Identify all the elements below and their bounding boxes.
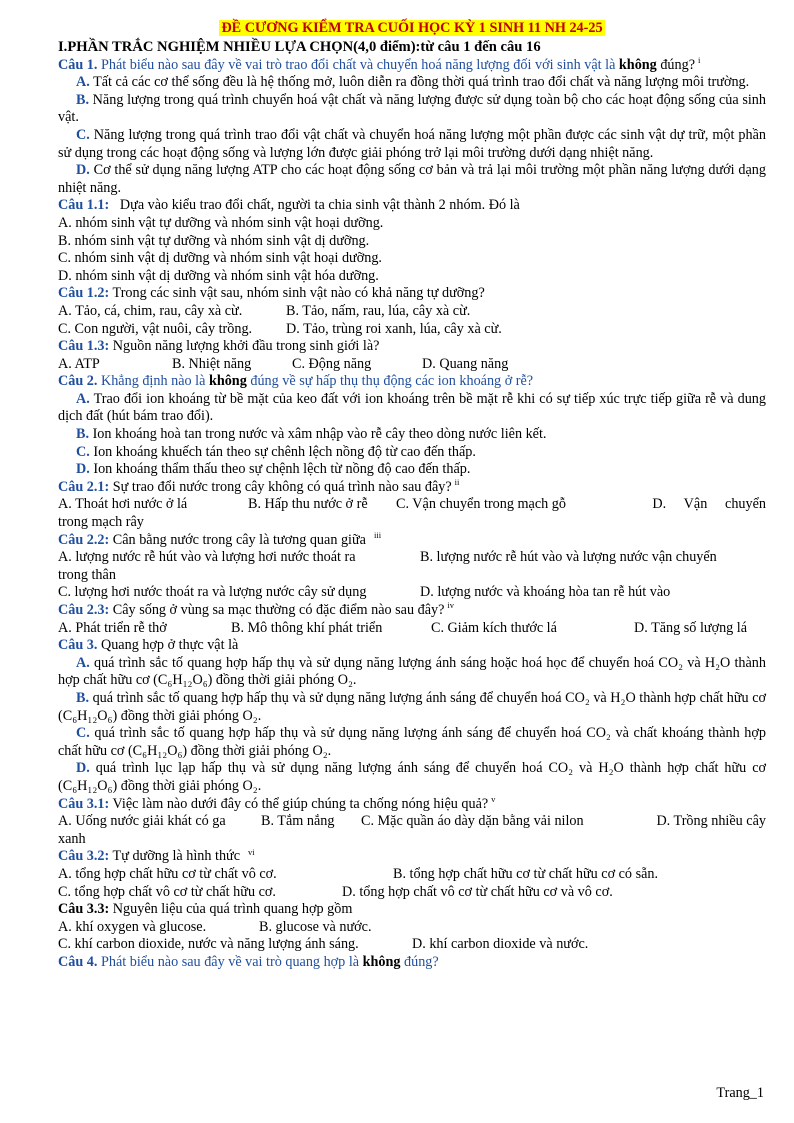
answer-option-b — [58, 690, 766, 725]
answer-option-c: C. Động năng — [292, 355, 372, 372]
option-text: quá trình sắc tố quang hợp hấp thụ và sử dụng năng lượng ánh sáng để chuyển hoá CO₂ và chất khoáng thành hợp chất hữu cơ (C₆H₁₂O₆) đồng thời giải phóng O₂. — [58, 725, 766, 759]
option-label: C. — [76, 725, 90, 742]
answer-option-a — [58, 391, 766, 426]
option-text: Năng lượng trong quá trình trao đổi vật chất và chuyển hoá năng lượng một phần được các sinh vật dự trữ, một phần sử dụng trong các hoạt động sống và lượng lớn được giải phóng trở lại môi trường dưới dạng nhiệt năng. — [58, 126, 766, 161]
option-text: Ion khoáng hoà tan trong nước và xâm nhập vào rễ cây theo dòng nước liên kết. — [89, 426, 547, 443]
option-label: D. — [76, 760, 90, 777]
footnote-marker: v — [491, 793, 496, 804]
question-label: Câu 2.1: — [58, 478, 110, 495]
question-1-2 — [58, 285, 766, 303]
question-1-3 — [58, 338, 766, 356]
option-label: A. — [76, 654, 90, 671]
question-text: Nguyên liệu của quá trình quang hợp gồm — [109, 901, 353, 918]
answer-row — [58, 496, 766, 514]
question-text: Việc làm nào dưới đây có thể giúp chúng ta chống nóng hiệu quả? — [109, 795, 489, 812]
answer-option-c: C. Mặc quần áo dày dặn bằng vải nilon — [361, 813, 584, 830]
question-label: Câu 3. — [58, 637, 98, 654]
page-number: Trang_1 — [716, 1085, 764, 1101]
question-label: Câu 1.2: — [58, 285, 110, 302]
question-label: Câu 1.1: — [58, 197, 110, 214]
answer-option-d: D. Tảo, trùng roi xanh, lúa, cây xà cừ. — [286, 320, 502, 337]
answer-option-b: B. Nhiệt năng — [172, 355, 252, 372]
answer-option-c — [58, 127, 766, 162]
answer-option-d: D. nhóm sinh vật dị dưỡng và nhóm sinh vật hóa dưỡng. — [58, 267, 379, 284]
answer-option-d: D. Vận chuyển — [652, 496, 766, 513]
option-label: A. — [76, 390, 90, 407]
answer-row — [58, 549, 766, 567]
option-text: quá trình sắc tố quang hợp hấp thụ và sử dụng năng lượng ánh sáng hoặc hoá học để chuyển hoá CO₂ và H₂O thành hợp chất hữu cơ (C₆H₁₂O₆) đồng thời giải phóng O₂. — [58, 654, 766, 689]
answer-option-b: B. nhóm sinh vật tự dưỡng và nhóm sinh vật dị dưỡng. — [58, 232, 370, 249]
option-label: B. — [76, 426, 90, 443]
question-emphasis: không — [208, 373, 247, 390]
question-label: Câu 3.1: — [58, 795, 110, 812]
option-label: D. — [76, 162, 90, 179]
answer-option-a: A. Uống nước giải khát có ga — [58, 813, 226, 830]
answer-option-c: C. lượng hơi nước thoát ra và lượng nước cây sử dụng — [58, 584, 367, 601]
option-label: B. — [76, 91, 90, 108]
question-2-3 — [58, 602, 766, 620]
option-label: D. — [76, 461, 90, 478]
question-label: Câu 3.2: — [58, 848, 110, 865]
answer-option-d: D. lượng nước và khoáng hòa tan rễ hút vào — [420, 584, 671, 601]
question-2 — [58, 373, 766, 391]
answer-option-c — [58, 725, 766, 760]
title-block — [58, 20, 766, 39]
answer-option-d-continued: trong mạch rây — [58, 514, 144, 531]
question-text-end: đúng về sự hấp thụ thụ động các ion khoáng ở rễ? — [246, 373, 534, 390]
answer-option-d: D. tổng hợp chất vô cơ từ chất hữu cơ và vô cơ. — [342, 883, 613, 900]
option-label: C. — [76, 443, 90, 460]
footnote-marker: ii — [454, 477, 460, 488]
option-text: Cơ thể sử dụng năng lượng ATP cho các hoạt động sống cơ bản và trả lại môi trường một phần năng lượng dưới dạng nhiệt năng. — [58, 162, 766, 196]
question-3-1 — [58, 793, 766, 814]
answer-row — [58, 884, 766, 902]
question-3 — [58, 637, 766, 655]
answer-row — [58, 813, 766, 831]
answer-row — [58, 356, 766, 374]
answer-option-d-continued: xanh — [58, 830, 86, 847]
answer-option-a: A. ATP — [58, 355, 100, 372]
answer-option-a: A. lượng nước rễ hút vào và lượng hơi nước thoát ra — [58, 549, 356, 566]
answer-option-a — [58, 655, 766, 690]
question-text: Tự dưỡng là hình thức — [109, 848, 241, 865]
option-text: Ion khoáng khuếch tán theo sự chênh lệch nồng độ từ cao đến thấp. — [89, 443, 476, 460]
answer-option-c: C. nhóm sinh vật dị dưỡng và nhóm sinh vật hoại dưỡng. — [58, 250, 382, 267]
answer-option-a: A. Phát triển rễ thở — [58, 619, 167, 636]
answer-row — [58, 919, 766, 937]
question-text: Phát biểu nào sau đây về vai trò quang hợp là — [97, 953, 363, 970]
answer-row — [58, 584, 766, 602]
question-text: Quang hợp ở thực vật là — [97, 637, 239, 654]
document-content — [58, 20, 766, 971]
question-label: Câu 3.3: — [58, 901, 110, 918]
option-text: Ion khoáng thẩm thấu theo sự chệnh lệch từ nồng độ cao đến thấp. — [89, 461, 471, 478]
answer-row — [58, 620, 766, 638]
option-text: Tất cả các cơ thể sống đều là hệ thống mở, luôn diễn ra đồng thời quá trình trao đổi chất và năng lượng môi trường. — [89, 74, 750, 91]
answer-option-b: B. Tắm nắng — [261, 813, 335, 830]
answer-option-c: C. tổng hợp chất vô cơ từ chất hữu cơ. — [58, 883, 276, 900]
answer-option-c: C. Con người, vật nuôi, cây trồng. — [58, 320, 253, 337]
option-label: B. — [76, 689, 90, 706]
option-text: quá trình sắc tố quang hợp hấp thụ và sử dụng năng lượng ánh sáng để chuyển hoá CO₂ và H₂O thành hợp chất hữu cơ (C₆H₁₂O₆) đồng thời giải phóng O₂. — [58, 689, 766, 724]
answer-option-b: B. glucose và nước. — [259, 918, 372, 935]
footnote-marker: iii — [373, 529, 382, 540]
answer-option-b: B. lượng nước rễ hút vào và lượng nước vận chuyển — [420, 549, 717, 566]
option-text: quá trình lục lạp hấp thụ và sử dụng năng lượng ánh sáng để chuyển hoá CO₂ và H₂O thành hợp chất hữu cơ (C₆H₁₂O₆) đồng thời giải phóng O₂. — [58, 760, 766, 794]
question-label: Câu 2.3: — [58, 602, 110, 618]
answer-row — [58, 936, 766, 954]
answer-option-d — [58, 162, 766, 197]
question-text: Cây sống ở vùng sa mạc thường có đặc điểm nào sau đây? — [109, 602, 445, 618]
answer-option-d: D. Quang năng — [422, 355, 509, 372]
answer-option-d: D. Tăng số lượng lá — [634, 619, 748, 636]
answer-row — [58, 303, 766, 321]
answer-option-a — [58, 74, 766, 92]
answer-option-a: A. Tảo, cá, chim, rau, cây xà cừ. — [58, 302, 243, 319]
question-text: Khẳng định nào là — [97, 373, 209, 390]
footnote-marker: i — [698, 54, 701, 65]
question-label: Câu 1.3: — [58, 338, 110, 355]
question-emphasis: không — [362, 953, 401, 970]
question-label: Câu 2.2: — [58, 531, 110, 548]
question-text: Phát biểu nào sau đây về vai trò trao đổi chất và chuyển hoá năng lượng đối với sinh vật là — [97, 56, 619, 73]
question-text: Dựa vào kiểu trao đổi chất, người ta chia sinh vật thành 2 nhóm. Đó là — [109, 197, 520, 214]
question-3-3 — [58, 901, 766, 919]
question-4 — [58, 954, 766, 972]
answer-row — [58, 866, 766, 884]
option-label: A. — [76, 74, 90, 91]
answer-option-b: B. Mô thông khí phát triển — [231, 619, 383, 636]
answer-option-c: C. Giảm kích thước lá — [431, 619, 557, 636]
option-text: Trao đổi ion khoáng từ bề mặt của keo đất với ion khoáng trên bề mặt rễ khi có sự tiếp xúc trực tiếp giữa rễ và dung dịch đất (hút bám trao đổi). — [58, 390, 766, 425]
answer-option-d — [58, 760, 766, 795]
question-emphasis: không — [618, 56, 657, 73]
answer-option-c: C. Vận chuyển trong mạch gỗ — [396, 496, 566, 513]
answer-row — [58, 321, 766, 339]
answer-option-b — [58, 426, 766, 444]
answer-option-c — [58, 444, 766, 462]
question-2-1 — [58, 479, 766, 497]
question-text: Nguồn năng lượng khởi đầu trong sinh giới là? — [109, 338, 380, 355]
answer-option-c: C. khí carbon dioxide, nước và năng lượng ánh sáng. — [58, 936, 359, 953]
option-text: Năng lượng trong quá trình chuyển hoá vật chất và năng lượng được sử dụng toàn bộ cho các hoạt động sống của sinh vật. — [58, 91, 766, 126]
question-label: Câu 2. — [58, 373, 98, 390]
answer-option-b — [58, 92, 766, 127]
answer-option-b: B. tổng hợp chất hữu cơ từ chất hữu cơ có sẵn. — [393, 865, 659, 882]
question-text-end: đúng? — [656, 56, 696, 73]
answer-option-a: A. tổng hợp chất hữu cơ từ chất vô cơ. — [58, 865, 277, 882]
question-text-end: đúng? — [400, 953, 439, 970]
option-label: C. — [76, 126, 90, 143]
document-title: ĐỀ CƯƠNG KIỂM TRA CUỐI HỌC KỲ 1 SINH 11 NH 24-25 — [221, 20, 603, 36]
answer-option-d: D. Trồng nhiều cây — [656, 813, 766, 830]
footnote-marker: vi — [248, 846, 255, 857]
footnote-marker: iv — [447, 600, 455, 611]
answer-option-b: B. Tảo, nấm, rau, lúa, cây xà cừ. — [286, 302, 471, 319]
section-heading: I.PHẦN TRẮC NGHIỆM NHIỀU LỰA CHỌN(4,0 điểm):từ câu 1 đến câu 16 — [58, 39, 541, 55]
answer-option-d: D. khí carbon dioxide và nước. — [412, 936, 589, 953]
question-1 — [58, 54, 766, 75]
answer-option-b-continued: trong thân — [58, 566, 116, 583]
question-text: Sự trao đổi nước trong cây không có quá trình nào sau đây? — [109, 478, 452, 495]
question-1-1 — [58, 197, 766, 215]
question-label: Câu 4. — [58, 953, 98, 970]
question-3-2 — [58, 848, 766, 866]
question-label: Câu 1. — [58, 56, 98, 73]
question-text: Trong các sinh vật sau, nhóm sinh vật nào có khả năng tự dưỡng? — [109, 285, 485, 302]
answer-option-d — [58, 461, 766, 479]
answer-option-b: B. Hấp thu nước ở rễ — [248, 496, 368, 513]
answer-option-a: A. khí oxygen và glucose. — [58, 918, 207, 935]
answer-option-a: A. nhóm sinh vật tự dưỡng và nhóm sinh vật hoại dưỡng. — [58, 214, 384, 231]
question-text: Cân bằng nước trong cây là tương quan giữa — [109, 531, 366, 548]
answer-option-a: A. Thoát hơi nước ở lá — [58, 496, 188, 513]
question-2-2 — [58, 529, 766, 550]
